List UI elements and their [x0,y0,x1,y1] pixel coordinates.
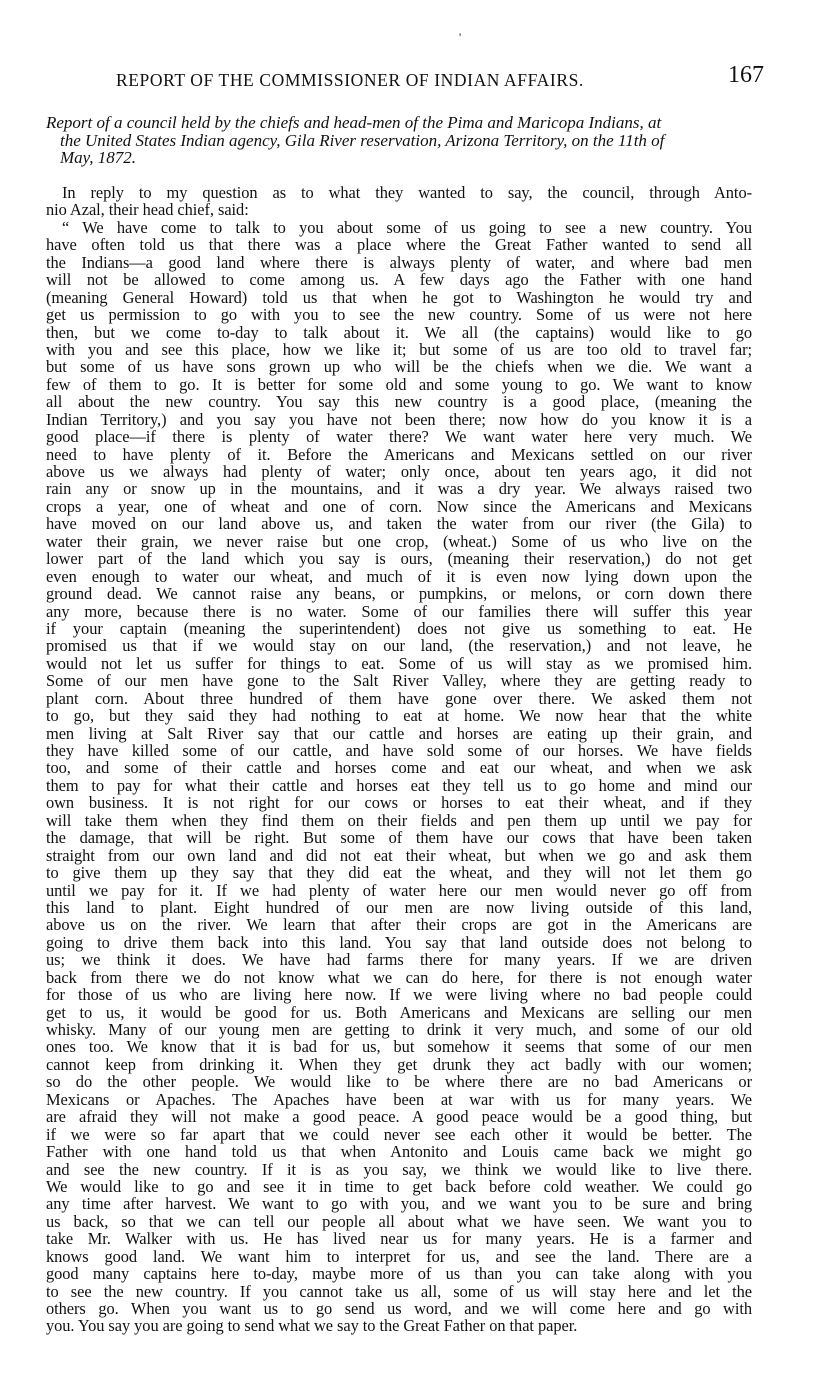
text-line: Mexicans or Apaches. The Apaches have been at war with us for many years. We [46,1089,752,1109]
page-header [116,62,766,92]
caption-line: Report of a council held by the chiefs and head-men of the Pima and Maricopa Indians, at [46,113,662,132]
text-line: crops a year, one of wheat and one of corn. Now since the Americans and Mexicans [46,496,752,516]
text-line: own business. It is not right for our cows or horses to eat their wheat, and if they [46,793,752,813]
text-line: them to pay for what their cattle and horses eat they tell us to go home and mind our [46,775,752,795]
text-line: to give them up they say that they did eat the wheat, and they will not let them go [46,863,752,883]
text-line: good many captains here to-day, maybe more of us than you can take along with you [46,1264,752,1284]
text-line: “ We have come to talk to you about some of us going to see a new country. You [62,217,752,237]
text-line: take Mr. Walker with us. He has lived near us for many years. He is a farmer and [46,1229,752,1249]
report-caption [46,114,750,167]
text-line: us; we think it does. We have had farms there for many years. If we are driven [46,950,752,970]
text-line: Indian Territory,) and you say you have not been there; now how do you know it is a [46,409,752,429]
text-line: this land to plant. Eight hundred of our men are now living outside of this land, [46,897,752,917]
caption-line: May, 1872. [60,148,137,167]
text-line: to see the new country. If you cannot take us all, some of us will stay here and let the [46,1281,752,1301]
page-number: 167 [728,62,764,88]
text-line: too, and some of their cattle and horses come and eat our wheat, and when we ask [46,758,752,778]
text-line: back from there we do not know what we can do here, for there is not enough water [46,967,752,987]
text-line: until we pay for it. If we had plenty of water here our men would never go off from [46,880,752,900]
text-line: few of them to go. It is better for some old and some young to go. We want to know [46,374,752,394]
text-line: lower part of the land which you say is ours, (meaning their reservation,) do not get [46,549,752,569]
council-report-text [46,184,752,1335]
text-line: good place—if there is plenty of water there? We want water here very much. We [46,427,752,447]
text-line: even enough to water our wheat, and much of it is even now lying down upon the [46,566,752,586]
text-line: get to us, it would be good for us. Both Americans and Mexicans are selling our men [46,1002,752,1022]
text-line: ground dead. We cannot raise any beans, or pumpkins, or melons, or corn down there [46,584,752,604]
text-line: the damage, that will be right. But some of them have our cows that have been taken [46,828,752,848]
stray-mark: ' [459,30,462,44]
caption-line: the United States Indian agency, Gila River reservation, Arizona Territory, on the 11th of [60,130,665,150]
text-line: We would like to go and see it in time to get back before cold weather. We could go [46,1176,752,1196]
text-line: above us on the river. We learn that after their crops are got in the Americans are [46,915,752,935]
text-line: Some of our men have gone to the Salt River Valley, where they are getting ready to [46,671,752,691]
text-line: any time after harvest. We want to go with you, and we want you to be sure and bring [46,1194,752,1214]
text-line: any more, because there is no water. Some of our families there will suffer this year [46,601,752,621]
text-line: get us permission to go with you to see the new country. Some of us were not here [46,305,752,325]
text-line: plant corn. About three hundred of them have gone over there. We asked them not [46,688,752,708]
text-line: whisky. Many of our young men are getting to drink it very much, and some of our old [46,1020,752,1039]
text-line: the Indians—a good land where there is always plenty of water, and where bad men [46,252,752,272]
text-line: In reply to my question as to what they wanted to say, the council, through Anto- [62,183,752,202]
text-line: have moved on our land above us, and taken the water from our river (the Gila) to [46,514,752,534]
text-line: cannot keep from drinking it. When they get drunk they act badly with our women; [46,1054,752,1074]
text-line: knows good land. We want him to interpret for us, and see the land. There are a [46,1246,752,1266]
text-line: and see the new country. If it is as you say, we think we would like to live there. [46,1159,752,1179]
text-line: above us we always had plenty of water; only once, about ten years ago, it did not [46,462,752,481]
text-line: going to drive them back into this land. You say that land outside does not belong to [46,932,752,952]
text-line: will not be allowed to come among us. A few days ago the Father with one hand [46,270,752,290]
text-line: with you and see this place, how we like it; but some of us are too old to travel far; [46,339,752,359]
text-line: they have killed some of our cattle, and have sold some of our horses. We have fields [46,741,752,760]
text-line: if we were so far apart that we could never see each other it would be better. The [46,1124,752,1144]
text-line: you. You say you are going to send what we say to the Great Father on that paper. [46,1316,578,1336]
text-line: all about the new country. You say this new country is a good place, (meaning the [46,392,752,412]
text-line: have often told us that there was a place where the Great Father wanted to send all [46,235,752,255]
text-line: so do the other people. We would like to be where there are no bad Americans or [46,1072,752,1092]
text-line: straight from our own land and did not eat their wheat, but when we go and ask them [46,845,752,865]
text-line: men living at Salt River say that our cattle and horses are eating up their grain, and [46,723,752,743]
text-line: are afraid they will not make a good peace. A good peace would be a good thing, but [46,1107,752,1127]
text-line: for those of us who are living here now. If we were living where no bad people could [46,985,752,1005]
text-line: ones too. We know that it is bad for us, but somehow it seems that some of our men [46,1037,752,1057]
text-line: water their grain, we never raise but one crop, (wheat.) Some of us who live on the [46,531,752,551]
text-line: promised us that if we would stay on our land, (the reservation,) and not leave, he [46,636,752,656]
text-line: will take them when they find them on their fields and pen them up until we pay for [46,810,752,830]
text-line: others go. When you want us to go send us word, and we will come here and go with [46,1299,752,1318]
text-line: but some of us have sons grown up who will be the chiefs when we die. We want a [46,357,752,377]
text-line: rain any or snow up in the mountains, and it was a dry year. We always raised two [46,479,752,499]
text-line: us back, so that we can tell our people all about what we have seen. We want you to [46,1211,752,1231]
running-head: REPORT OF THE COMMISSIONER OF INDIAN AFFAIRS. [116,70,584,90]
text-line: if your captain (meaning the superintendent) does not give us something to eat. He [46,618,752,638]
text-line: Father with one hand told us that when Antonito and Louis came back we might go [46,1142,752,1162]
text-line: then, but we come to-day to talk about it. We all (the captains) would like to go [46,322,752,342]
text-line: would not let us suffer for things to eat. Some of us will stay as we promised him. [46,653,752,673]
text-line: (meaning General Howard) told us that when he got to Washington he would try and [46,287,752,307]
text-line: need to have plenty of it. Before the Americans and Mexicans settled on our river [46,444,752,464]
text-line: nio Azal, their head chief, said: [46,200,249,220]
text-line: to go, but they said they had nothing to eat at home. We now hear that the white [46,706,752,726]
